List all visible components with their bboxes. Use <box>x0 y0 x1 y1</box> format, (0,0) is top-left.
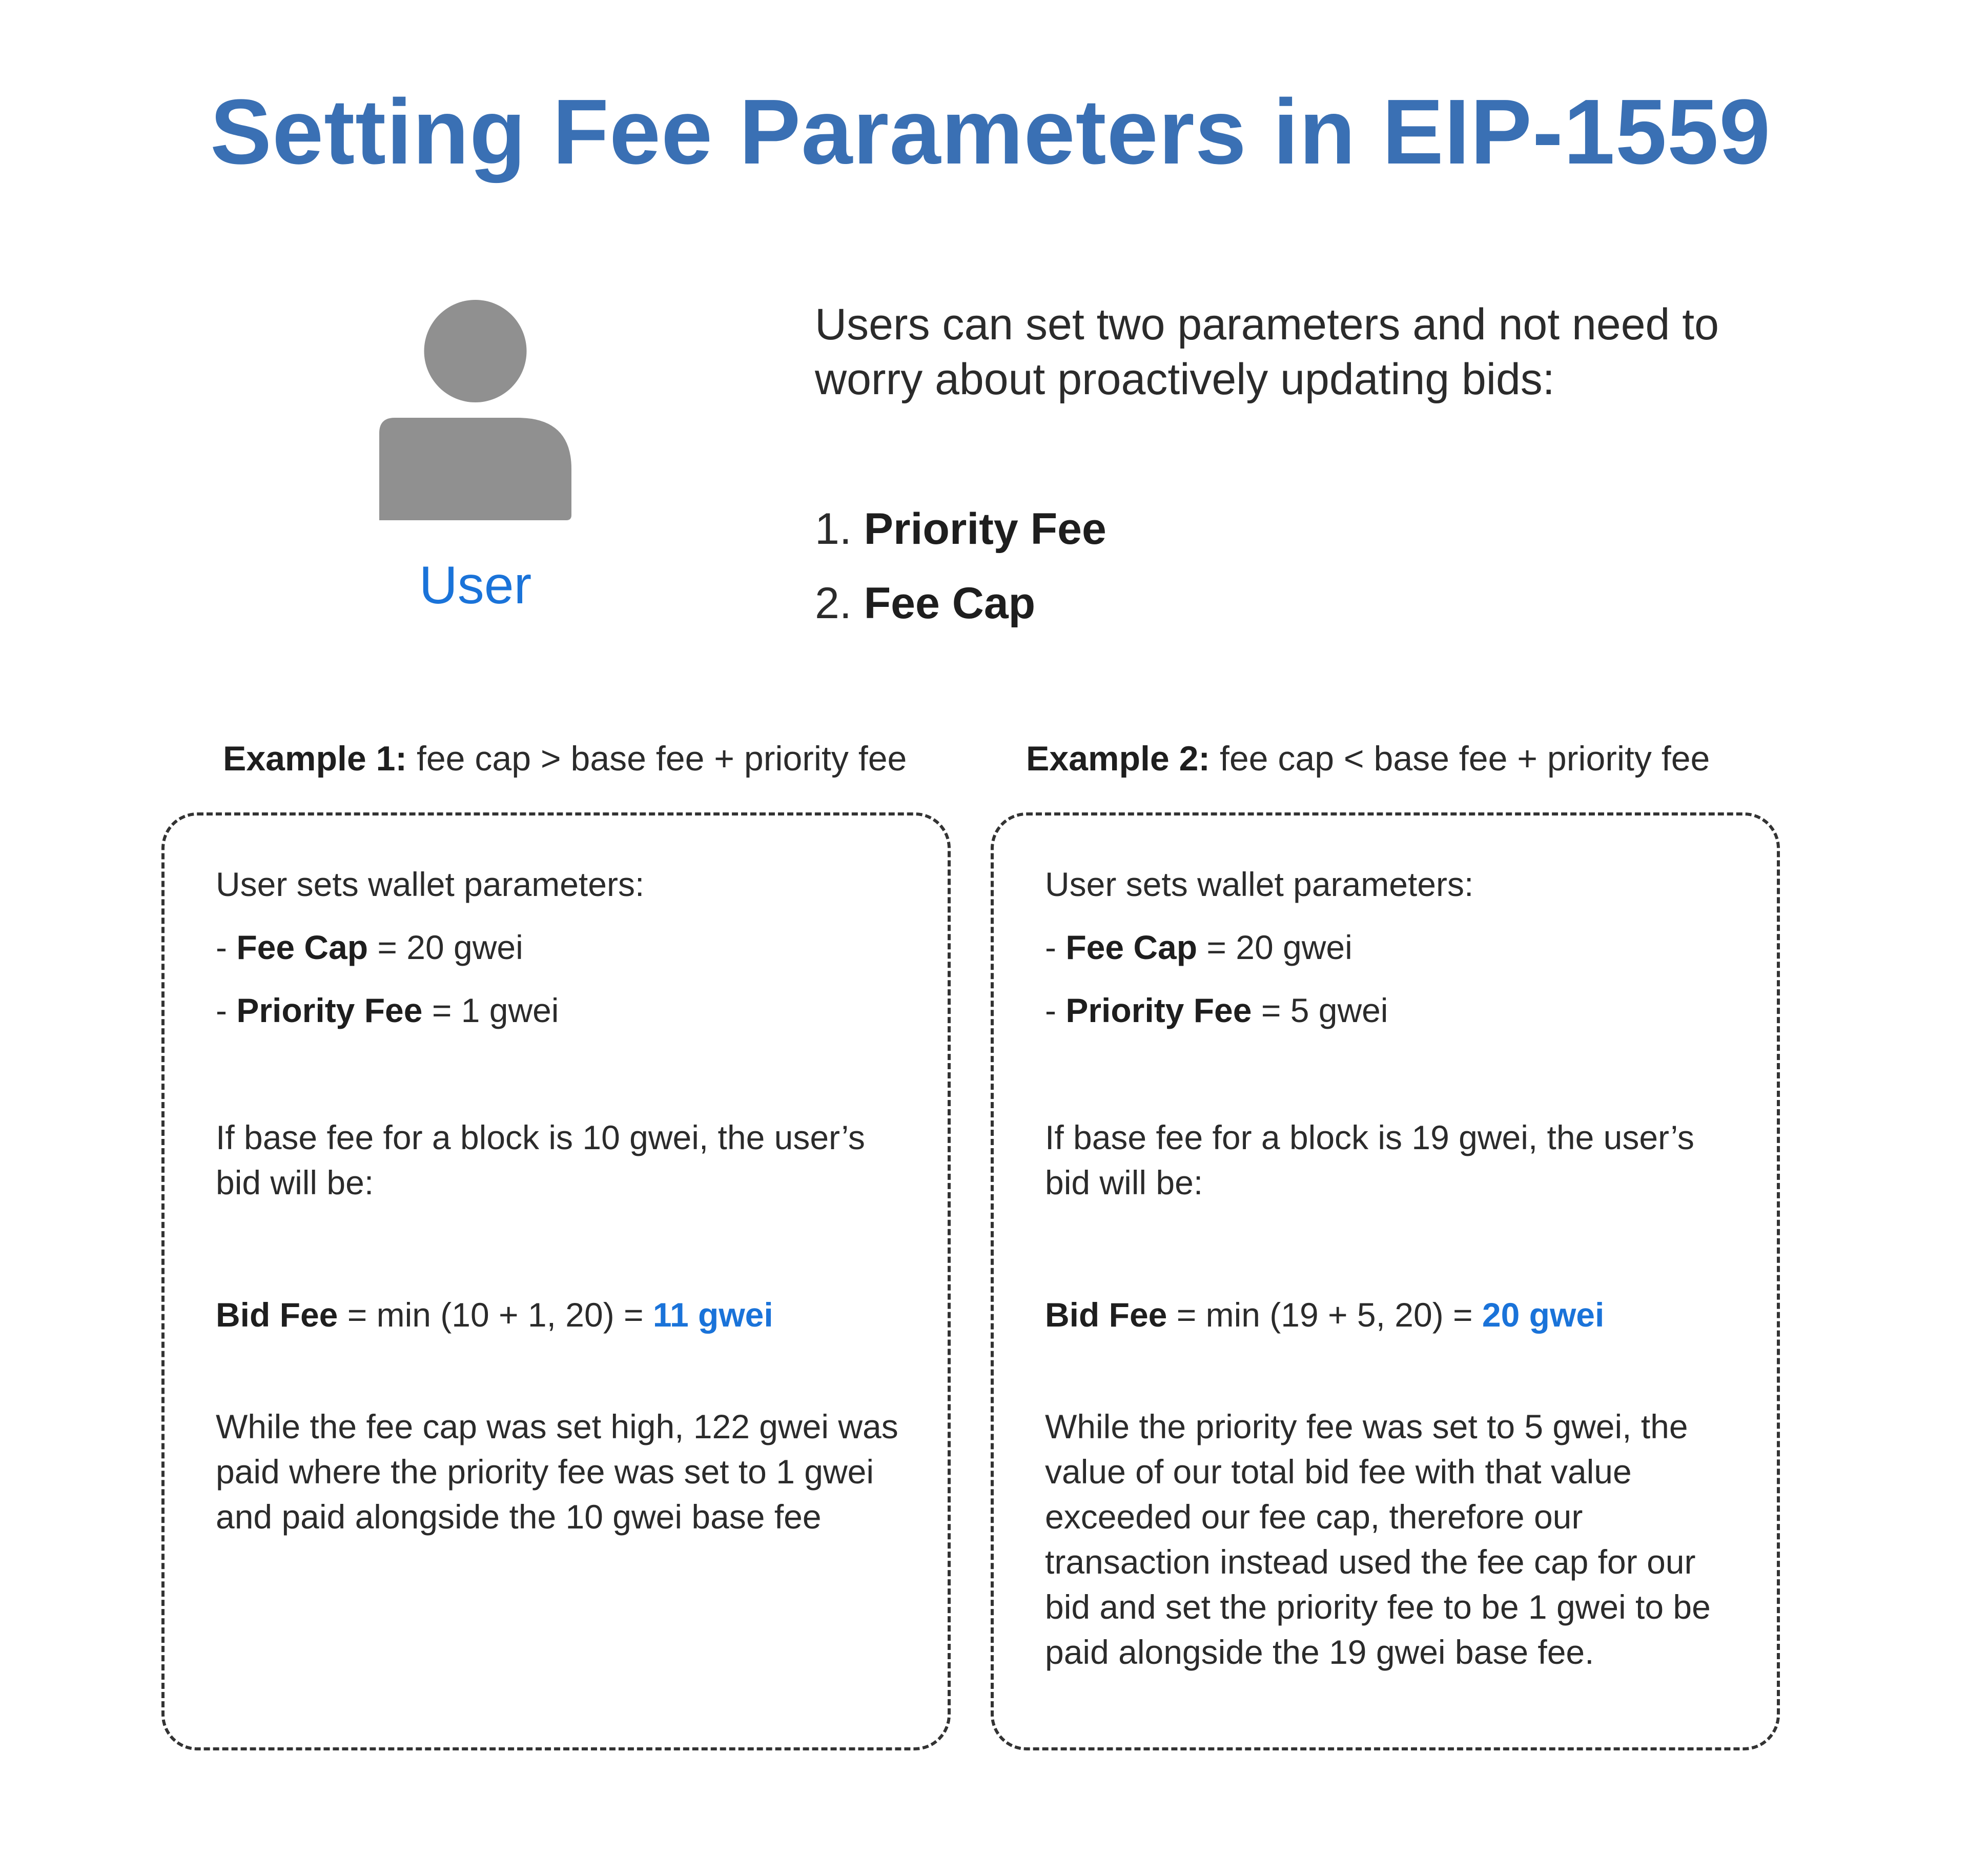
fee-cap-label: Fee Cap <box>236 928 368 966</box>
priority-fee-label: Priority Fee <box>236 991 423 1029</box>
bullet-dash: - <box>1045 991 1056 1029</box>
priority-fee-label: Priority Fee <box>1065 991 1252 1029</box>
bid-fee-result: 20 gwei <box>1482 1296 1605 1334</box>
user-icon-head <box>424 300 527 402</box>
parameter-item-priority-fee <box>815 492 1106 566</box>
bid-fee-formula: = min (10 + 1, 20) = <box>347 1296 644 1334</box>
fee-cap-line <box>216 925 912 970</box>
user-label: User <box>419 556 532 615</box>
example-heading-condition: fee cap < base fee + priority fee <box>1219 739 1710 778</box>
example-1-heading <box>223 738 907 780</box>
bid-fee-formula: = min (19 + 5, 20) = <box>1176 1296 1473 1334</box>
bullet-dash: - <box>216 991 227 1029</box>
example-heading-lead: Example 2: <box>1026 739 1211 778</box>
parameter-number: 2. <box>815 579 852 628</box>
example-2-box <box>991 812 1780 1750</box>
parameter-label: Priority Fee <box>864 504 1106 554</box>
priority-fee-value: = 1 gwei <box>432 991 559 1029</box>
example-2-heading <box>1026 738 1710 780</box>
bid-fee-line <box>1045 1292 1741 1337</box>
fee-cap-label: Fee Cap <box>1065 928 1198 966</box>
bullet-dash: - <box>1045 928 1056 966</box>
priority-fee-line <box>1045 988 1741 1033</box>
page-title: Setting Fee Parameters in EIP-1559 <box>210 80 1771 183</box>
example-heading-condition: fee cap > base fee + priority fee <box>416 739 907 778</box>
fee-cap-line <box>1045 925 1741 970</box>
bid-fee-label: Bid Fee <box>216 1296 338 1334</box>
parameter-item-fee-cap <box>815 566 1106 641</box>
priority-fee-value: = 5 gwei <box>1261 991 1388 1029</box>
parameter-label: Fee Cap <box>864 579 1036 628</box>
base-fee-text: If base fee for a block is 10 gwei, the user’s bid will be: <box>216 1118 865 1201</box>
priority-fee-line <box>216 988 912 1033</box>
parameter-list <box>815 492 1106 641</box>
fee-cap-value: = 20 gwei <box>1206 928 1352 966</box>
bid-fee-result: 11 gwei <box>652 1296 773 1334</box>
bid-fee-label: Bid Fee <box>1045 1296 1167 1334</box>
user-icon-body <box>379 418 571 520</box>
bid-fee-line <box>216 1292 912 1337</box>
parameter-number: 1. <box>815 504 852 554</box>
explanation-text: While the priority fee was set to 5 gwei, the value of our total bid fee with that value exceeded our fee cap, therefore our transaction instead used the fee cap for our bid and set the priority fee to be 1 gwei to be paid alongside the 19 gwei base fee. <box>1045 1408 1711 1671</box>
bullet-dash: - <box>216 928 227 966</box>
wallet-intro: User sets wallet parameters: <box>1045 865 1474 903</box>
wallet-intro: User sets wallet parameters: <box>216 865 645 903</box>
intro-text: Users can set two parameters and not need to worry about proactively updating bids: <box>815 300 1719 404</box>
example-heading-lead: Example 1: <box>223 739 407 778</box>
example-1-box <box>161 812 951 1750</box>
base-fee-text: If base fee for a block is 19 gwei, the user’s bid will be: <box>1045 1118 1694 1201</box>
user-icon <box>379 300 571 520</box>
fee-cap-value: = 20 gwei <box>377 928 523 966</box>
explanation-text: While the fee cap was set high, 122 gwei was paid where the priority fee was set to 1 gwei and paid alongside the 10 gwei base fee <box>216 1408 898 1536</box>
